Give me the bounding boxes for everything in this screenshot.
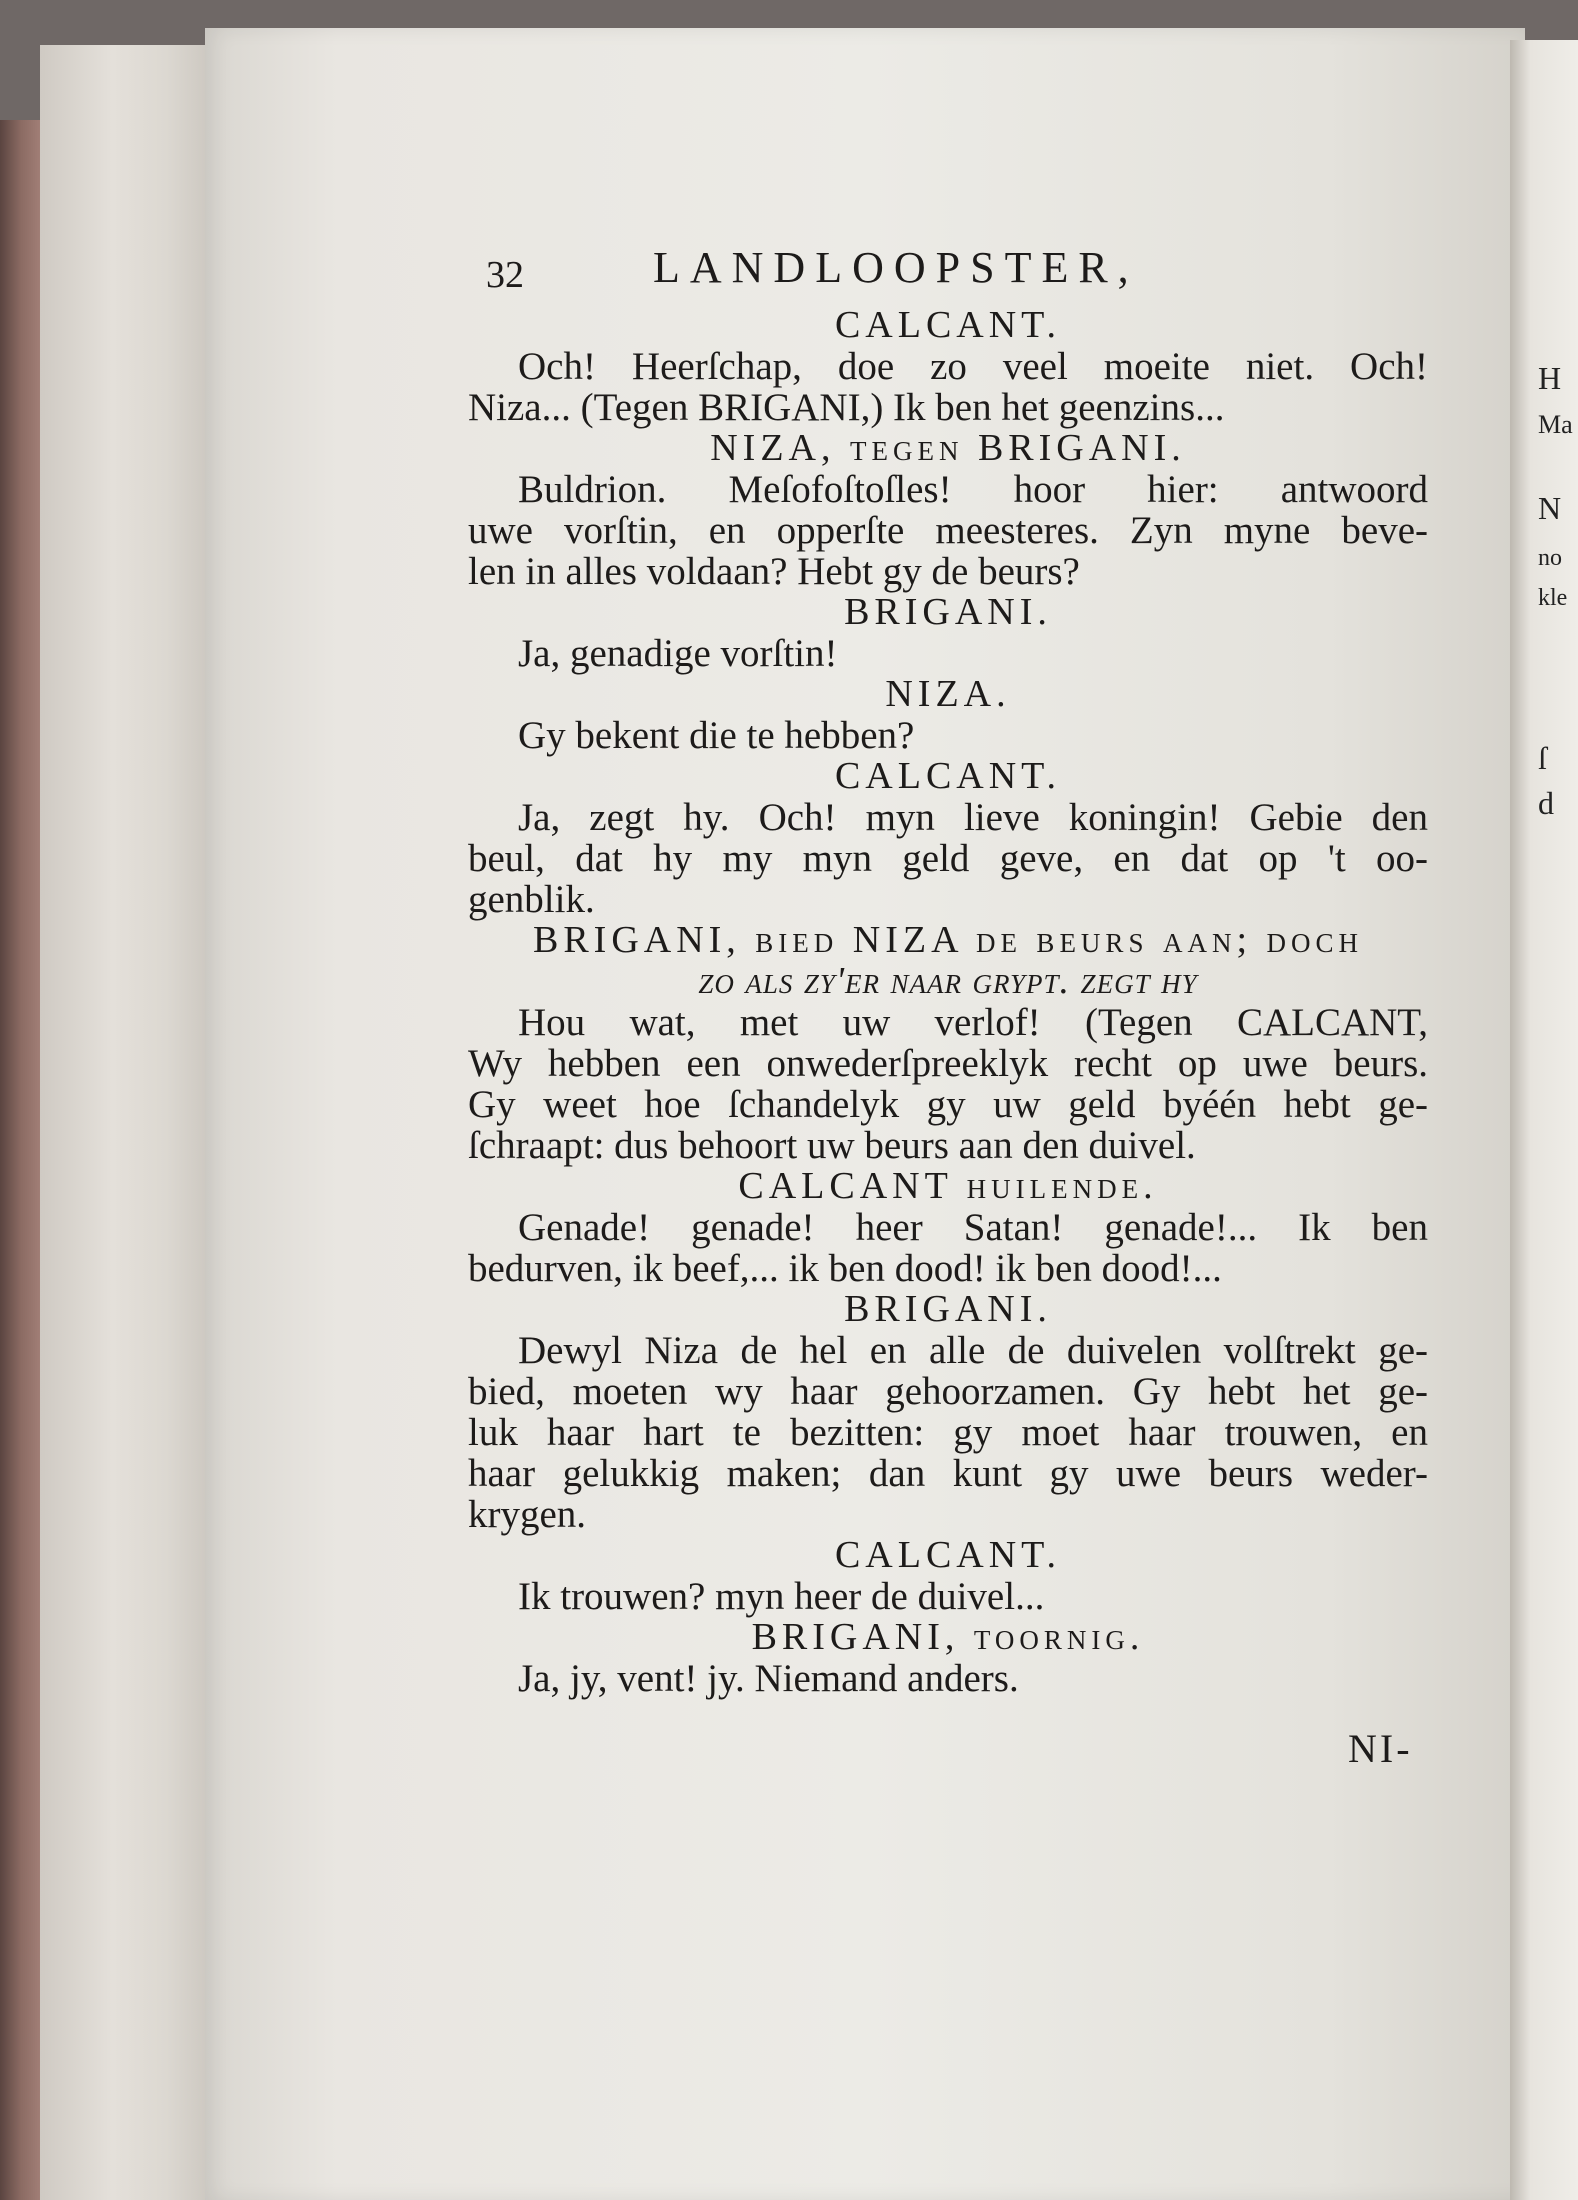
page-number: 32	[486, 254, 524, 296]
running-header	[468, 235, 1428, 305]
speaker-heading: BRIGANI.	[844, 1288, 1052, 1330]
text-line: genblik.	[468, 878, 595, 921]
text-line: luk haar hart te bezitten: gy moet haar trouwen, en	[468, 1411, 1428, 1454]
running-title: LANDLOOPSTER,	[653, 243, 1139, 292]
facing-fragment: no	[1538, 545, 1562, 571]
text-line: Ja, jy, vent! jy. Niemand anders.	[518, 1657, 1019, 1700]
speaker-heading: BRIGANI, bied NIZA de beurs aan; doch	[532, 919, 1364, 961]
text-line: haar gelukkig maken; dan kunt gy uwe beurs weder-	[468, 1452, 1428, 1495]
speaker-heading: BRIGANI, toornig.	[751, 1616, 1145, 1658]
text-line: Ik trouwen? myn heer de duivel...	[518, 1575, 1045, 1618]
speaker-heading: NIZA.	[885, 673, 1011, 715]
text-line: Hou wat, met uw verlof! (Tegen CALCANT,	[518, 1001, 1428, 1044]
text-line: krygen.	[468, 1493, 587, 1536]
speaker-heading: NIZA, tegen BRIGANI.	[710, 427, 1186, 469]
page-text	[468, 235, 1428, 1699]
text-line: Buldrion. Meſofoſtoſles! hoor hier: antwoord	[518, 468, 1428, 511]
speaker-heading: CALCANT.	[834, 1534, 1062, 1576]
text-line: uwe vorſtin, en opperſte meesteres. Zyn myne beve-	[468, 509, 1428, 552]
speaker-heading: CALCANT.	[834, 755, 1062, 797]
facing-fragment: ſ	[1538, 740, 1547, 776]
speaker-heading: CALCANT.	[834, 304, 1062, 346]
text-line: Ja, zegt hy. Och! myn lieve koningin! Gebie den	[518, 796, 1428, 839]
text-line: Ja, genadige vorſtin!	[518, 632, 838, 675]
dialogue	[468, 305, 1428, 1699]
text-line: Gy bekent die te hebben?	[518, 714, 915, 757]
text-line: Wy hebben een onwederſpreeklyk recht op uwe beurs.	[468, 1042, 1428, 1085]
page-edge-stack	[40, 45, 222, 2200]
speaker-heading: CALCANT huilende.	[738, 1165, 1158, 1207]
facing-page	[1510, 40, 1578, 2200]
text-line: bied, moeten wy haar gehoorzamen. Gy hebt het ge-	[468, 1370, 1428, 1413]
speaker-heading: BRIGANI.	[844, 591, 1052, 633]
speaker-heading-continued: zo als zy'er naar grypt. zegt hy	[698, 960, 1198, 1002]
text-line: bedurven, ik beef,... ik ben dood! ik ben dood!...	[468, 1247, 1222, 1290]
facing-fragment: d	[1538, 785, 1554, 821]
text-line: Genade! genade! heer Satan! genade!... Ik ben	[518, 1206, 1428, 1249]
facing-fragment: kle	[1538, 585, 1568, 611]
text-line: beul, dat hy my myn geld geve, en dat op 't oo-	[468, 837, 1428, 880]
facing-fragment: N	[1538, 490, 1562, 526]
text-line: len in alles voldaan? Hebt gy de beurs?	[468, 550, 1080, 593]
facing-fragment: H	[1538, 360, 1562, 396]
text-line: ſchraapt: dus behoort uw beurs aan den duivel.	[468, 1124, 1196, 1167]
facing-fragment: Ma	[1538, 410, 1573, 439]
catchword: NI-	[1348, 1726, 1413, 1771]
text-line: Dewyl Niza de hel en alle de duivelen volſtrekt ge-	[518, 1329, 1428, 1372]
text-line: Gy weet hoe ſchandelyk gy uw geld byéén hebt ge-	[468, 1083, 1428, 1126]
text-line: Niza... (Tegen BRIGANI,) Ik ben het geenzins...	[468, 386, 1225, 429]
text-line: Och! Heerſchap, doe zo veel moeite niet. Och!	[518, 345, 1428, 388]
